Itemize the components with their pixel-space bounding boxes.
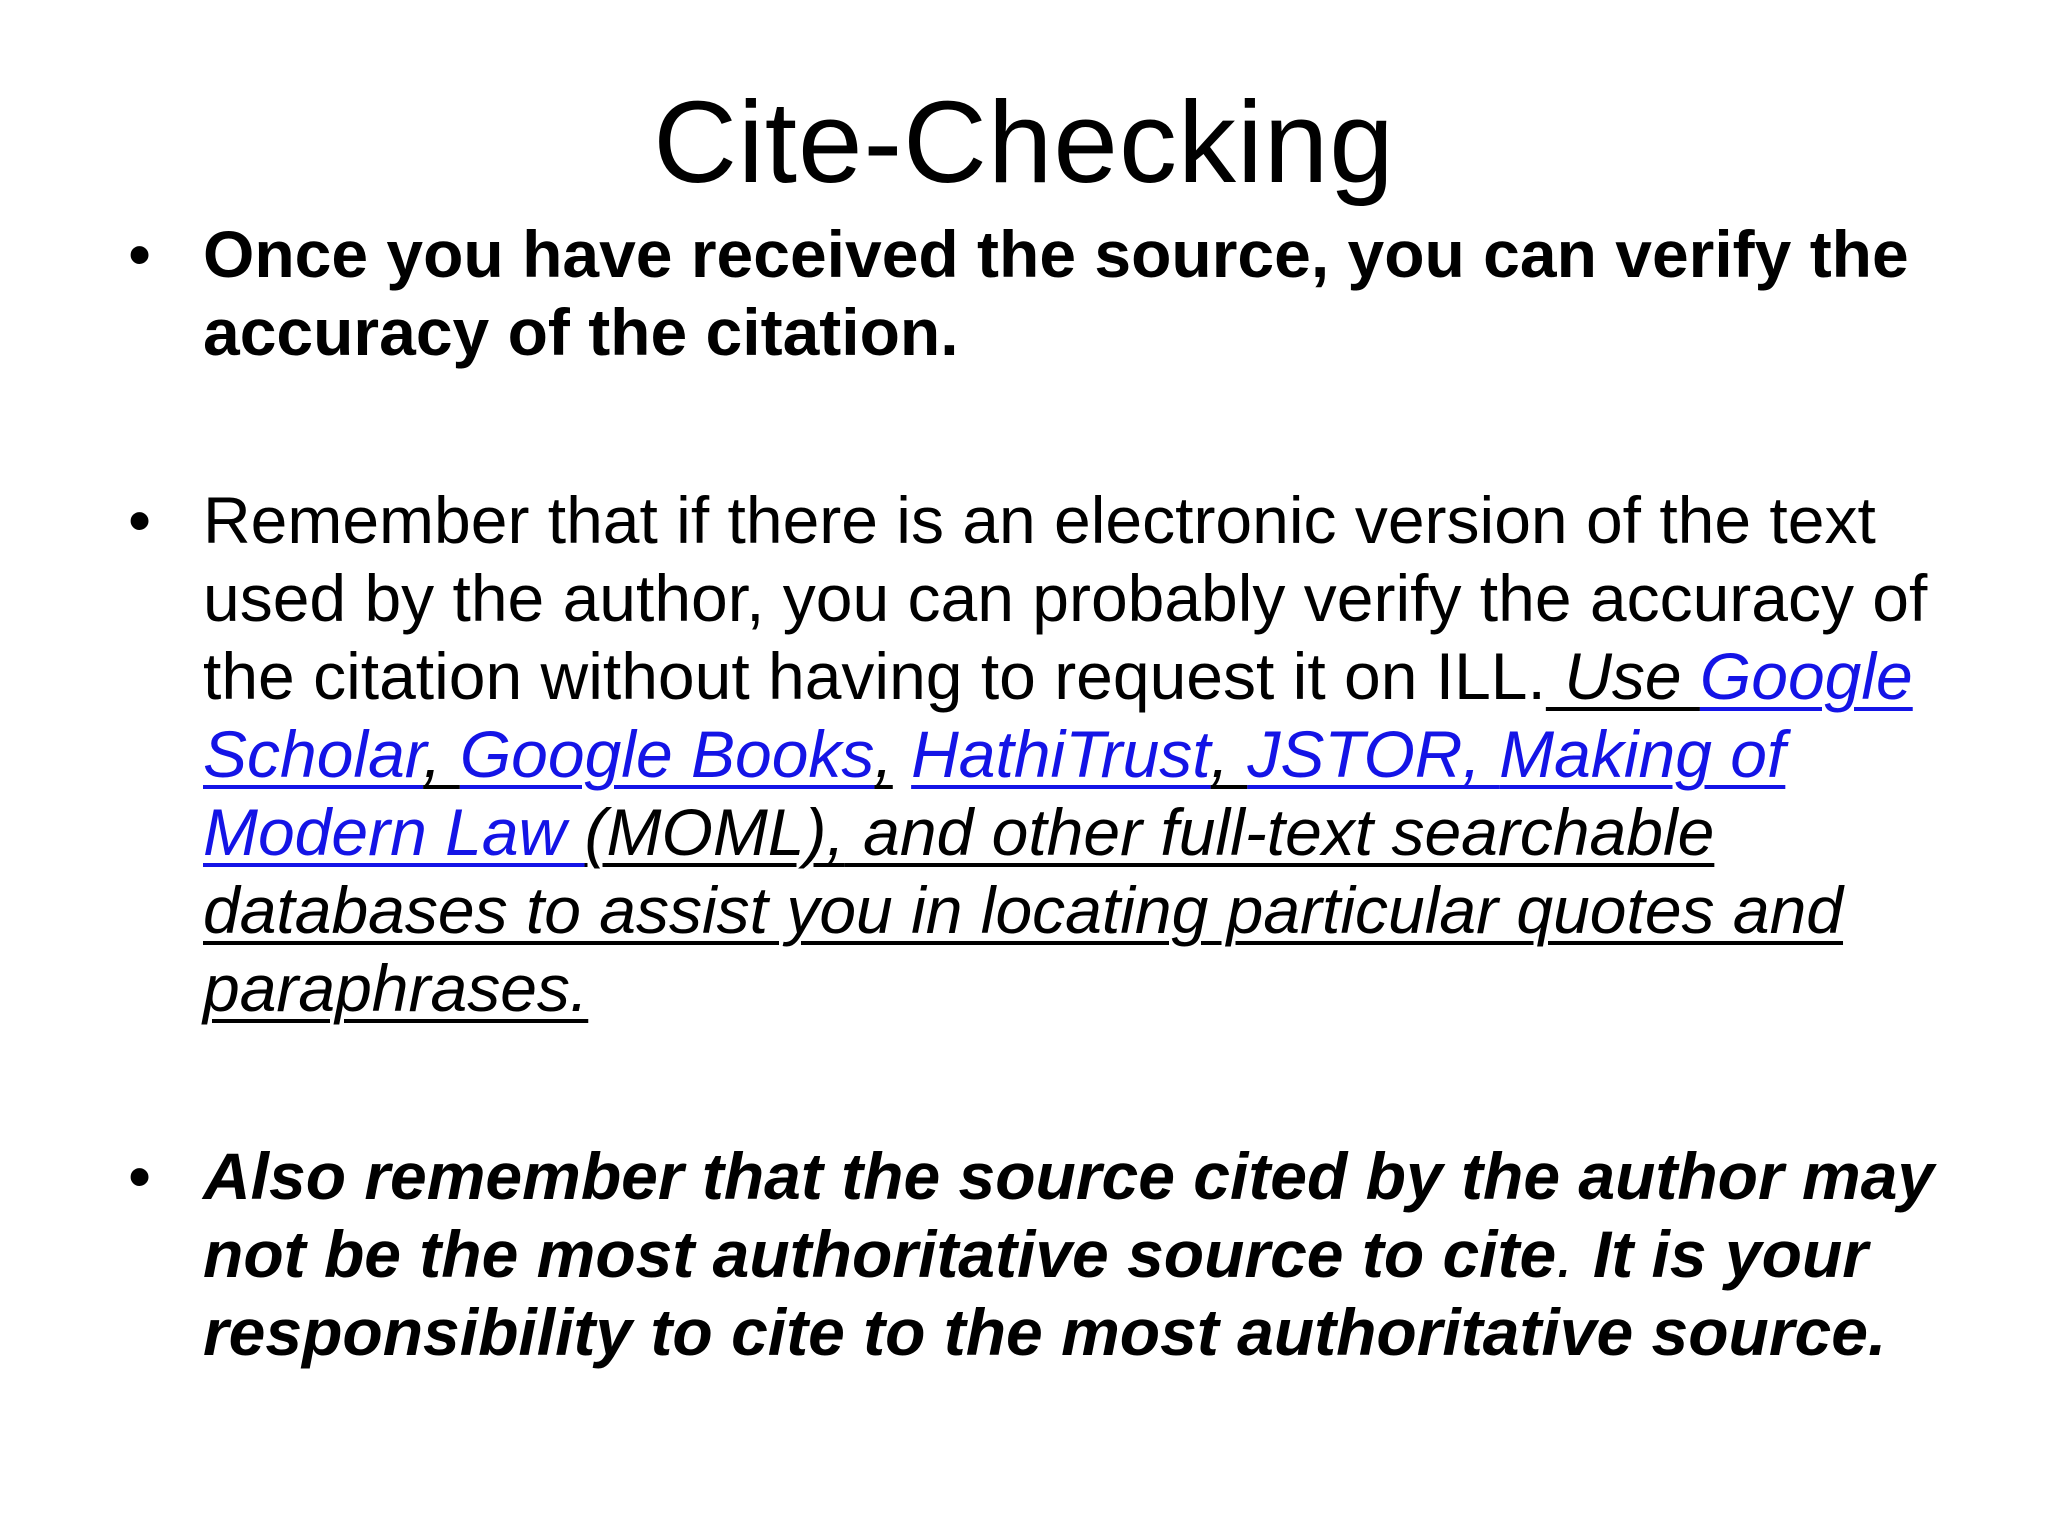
separator: , [874,717,893,791]
bullet-2-lead: Remember that if there is an electronic version of the text used by the author, you can probably verify the accuracy of the citation without having to request it on ILL. [203,483,1928,713]
bullet-marker: • [128,217,152,291]
link-jstor[interactable]: JSTOR [1247,717,1463,791]
bullet-1-text: Once you have received the source, you can verify the accuracy of the citation. [203,217,1909,369]
separator: , [1462,717,1500,791]
bullet-item-1 [128,215,1958,371]
separator: , [1210,717,1248,791]
bullet-item-2 [128,481,1958,1027]
separator: , [423,717,460,791]
link-making-of-modern-law[interactable]: Making of Modern Law [203,717,1786,869]
bullet-2-tail: and other full-text searchable databases to assist you in locating particular quotes and paraphrases. [203,795,1844,1025]
slide-title: Cite-Checking [653,77,1395,207]
link-google-scholar[interactable]: Google Scholar [203,639,1913,791]
bullet-list [128,215,1958,1371]
bullet-3-part2: It is your responsibility to cite to the most authoritative source. [203,1217,1887,1369]
bullet-marker: • [128,1139,152,1213]
moml-abbreviation: (MOML), [584,795,845,869]
bullet-2-use: Use [1545,639,1700,713]
bullet-marker: • [128,483,152,557]
link-hathitrust[interactable]: HathiTrust [911,717,1211,791]
bullet-item-3 [128,1137,1958,1371]
bullet-3-period: . [1556,1217,1575,1291]
link-google-books[interactable]: Google Books [459,717,875,791]
bullet-3-part1: Also remember that the source cited by the author may not be the most authoritative source to cite [203,1139,1935,1291]
